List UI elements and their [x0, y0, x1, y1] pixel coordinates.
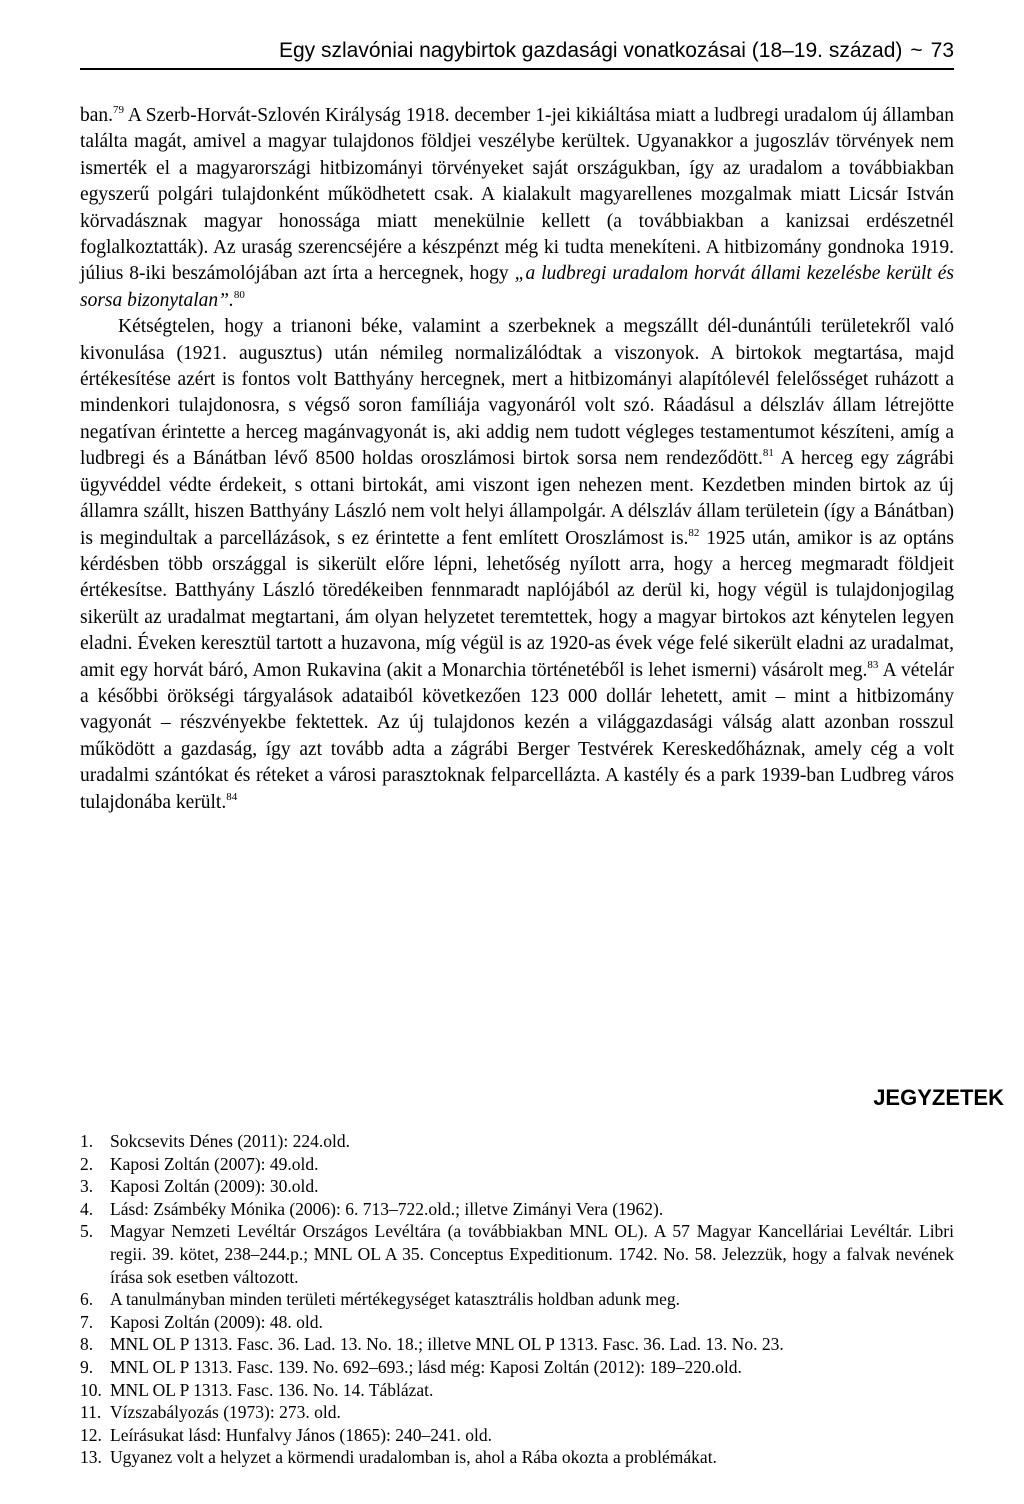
note-number: 9. — [80, 1356, 94, 1377]
note-item — [80, 1401, 954, 1424]
paragraph-1 — [80, 103, 954, 314]
text-run: 1925 után, amikor is az optáns kérdésben több országgal is sikerült előre lépni, lehetőség nyílott arra, hogy a herceg megmaradt földjeit értékesítse. Batthyány László töredékeiben fennmaradt naplójából az derül ki, hogy végül is tulajdonjogilag sikerült az uradalmat megtartani, ám olyan helyzetet teremtettek, hogy a magyar birtokos azt kénytelen legyen eladni. Éveken keresztül tartott a huzavona, míg végül is az 1920-as évek vége felé sikerült eladni az uradalmat, amit egy horvát báró, Amon Rukavina (akit a Monarchia történetéből is lehet ismerni) vásárolt meg. — [80, 527, 954, 681]
footnote-ref-84: 84 — [226, 790, 238, 803]
note-item — [80, 1424, 954, 1447]
note-item — [80, 1356, 954, 1379]
page-number: 73 — [930, 39, 954, 62]
note-text: Kaposi Zoltán (2007): 49.old. — [110, 1153, 319, 1174]
header-title: Egy szlavóniai nagybirtok gazdasági vonatkozásai (18–19. század) — [279, 39, 903, 62]
running-header — [80, 36, 954, 70]
note-item — [80, 1220, 954, 1288]
text-run: A vételár a későbbi örökségi tárgyalások adataiból következően 123 000 dollár lehetett, amit – mint a hitbizomány vagyonát – részvényekbe fektettek. Az új tulajdonos kezén a világgazdasági válság alatt azonban rosszul működött a gazdaság, így azt tovább adta a zágrábi Berger Testvérek Kereskedőháznak, amely cég a volt uradalmi szántókat és réteket a városi parasztoknak felparcellázta. A kastély és a park 1939-ban Ludbreg város tulajdonába került. — [80, 659, 954, 813]
note-item — [80, 1175, 954, 1198]
note-item — [80, 1288, 954, 1311]
footnote-ref-81: 81 — [762, 447, 774, 460]
note-item — [80, 1379, 954, 1402]
text-run: A Szerb-Horvát-Szlovén Királyság 1918. december 1-jei kikiáltása miatt a ludbregi uradalom új államban találta magát, amivel a magyar tulajdonos földjei veszélybe kerültek. Ugyanakkor a jugoszláv törvények nem ismerték el a magyarországi hitbizományi törvényeket saját országukban, így az uradalom a továbbiakban egyszerű polgári tulajdonként működhetett csak. A kialakult magyarellenes mozgalmak miatt Licsár István körvadásznak magyar honossága miatt menekülnie kellett (a továbbiakban a kanizsai erdészetnél foglalkoztatták). Az uraság szerencséjére a készpénzt még ki tudta menekíteni. A hitbizomány gondnoka 1919. július 8-iki beszámolójában azt írta a hercegnek, hogy — [80, 105, 954, 285]
footnote-ref-79: 79 — [113, 104, 125, 116]
note-text: Kaposi Zoltán (2009): 30.old. — [110, 1176, 319, 1197]
note-text: Kaposi Zoltán (2009): 48. old. — [110, 1311, 323, 1332]
note-number: 13. — [80, 1447, 102, 1468]
note-number: 7. — [80, 1311, 94, 1332]
note-text: MNL OL P 1313. Fasc. 139. No. 692–693.; lásd még: Kaposi Zoltán (2012): 189–220.old. — [110, 1356, 742, 1377]
note-text: A tanulmányban minden területi mértékegységet katasztrális holdban adunk meg. — [110, 1289, 681, 1310]
note-number: 2. — [80, 1153, 94, 1174]
quote-italic: „a ludbregi uradalom horvát állami kezelésbe került és sorsa bizonytalan”. — [80, 263, 954, 311]
notes-heading: JEGYZETEK — [873, 1085, 1004, 1110]
note-number: 12. — [80, 1424, 102, 1445]
note-number: 4. — [80, 1198, 94, 1219]
paragraph-2 — [80, 314, 954, 816]
note-text: Ugyanez volt a helyzet a körmendi uradalomban is, ahol a Rába okozta a problémákat. — [110, 1447, 717, 1468]
note-item — [80, 1446, 954, 1469]
text-run: ban. — [80, 105, 114, 126]
note-item — [80, 1311, 954, 1334]
note-text: Leírásukat lásd: Hunfalvy János (1865): 240–241. old. — [110, 1424, 493, 1445]
note-text: MNL OL P 1313. Fasc. 36. Lad. 13. No. 18.; illetve MNL OL P 1313. Fasc. 36. Lad. 13. No. 23. — [110, 1334, 784, 1355]
note-text: Magyar Nemzeti Levéltár Országos Levéltára (a továbbiakban MNL OL). A 57 Magyar Kancelláriai Levéltár. Libri regii. 39. kötet, 238–244.p.; MNL OL A 35. Conceptus Expeditionum. 1742. No. 58. Jelezzük, hogy a falvak nevének írása sok esetben változott. — [110, 1221, 954, 1287]
note-text: MNL OL P 1313. Fasc. 136. No. 14. Táblázat. — [110, 1379, 434, 1400]
note-number: 1. — [80, 1131, 94, 1151]
note-item — [80, 1130, 954, 1153]
text-run: A herceg egy zágrábi ügyvéddel védte érdekeit, s ottani birtokát, ami viszont igen nehezen ment. Kezdetben minden birtok az új államra szállt, hiszen Batthyány László nem volt helyi állampolgár. A délszláv állam területein (így a Bánátban) is megindultak a parcellázások, s ez érintette a fent említett Oroszlámost is. — [80, 448, 954, 549]
note-number: 5. — [80, 1221, 94, 1242]
header-separator: ~ — [910, 39, 923, 62]
note-item — [80, 1198, 954, 1221]
text-run: Kétségtelen, hogy a trianoni béke, valamint a szerbeknek a megszállt dél-dunántúli területekről való kivonulása (1921. augusztus) után némileg normalizálódtak a viszonyok. A birtokok megtartása, majd értékesítése azért is fontos volt Batthyány hercegnek, mert a hitbizományi alapítólevél felelősséget ruházott a mindenkori tulajdonosra, s végső soron famíliája vagyonáról volt szó. Ráadásul a délszláv állam létrejötte negatívan érintette a herceg magánvagyonát is, aki addig nem tudott végleges testamentumot készíteni, amíg a ludbregi és a Bánátban lévő 8500 holdas oroszlámosi birtok sorsa nem rendeződött. — [80, 316, 954, 470]
footnote-ref-82: 82 — [688, 526, 700, 539]
note-item — [80, 1153, 954, 1176]
notes-list — [80, 1130, 954, 1469]
note-number: 8. — [80, 1334, 94, 1355]
note-number: 6. — [80, 1289, 94, 1310]
note-number: 3. — [80, 1176, 94, 1197]
footnote-ref-83: 83 — [867, 658, 879, 671]
notes-heading-wrap — [0, 1085, 1004, 1111]
note-text: Sokcsevits Dénes (2011): 224.old. — [110, 1131, 350, 1151]
body-text — [80, 103, 954, 816]
note-number: 10. — [80, 1379, 102, 1400]
note-text: Lásd: Zsámbéky Mónika (2006): 6. 713–722.old.; illetve Zimányi Vera (1962). — [110, 1198, 664, 1219]
note-text: Vízszabályozás (1973): 273. old. — [110, 1402, 341, 1423]
note-item — [80, 1333, 954, 1356]
note-number: 11. — [80, 1402, 102, 1423]
footnote-ref-80: 80 — [233, 288, 245, 301]
